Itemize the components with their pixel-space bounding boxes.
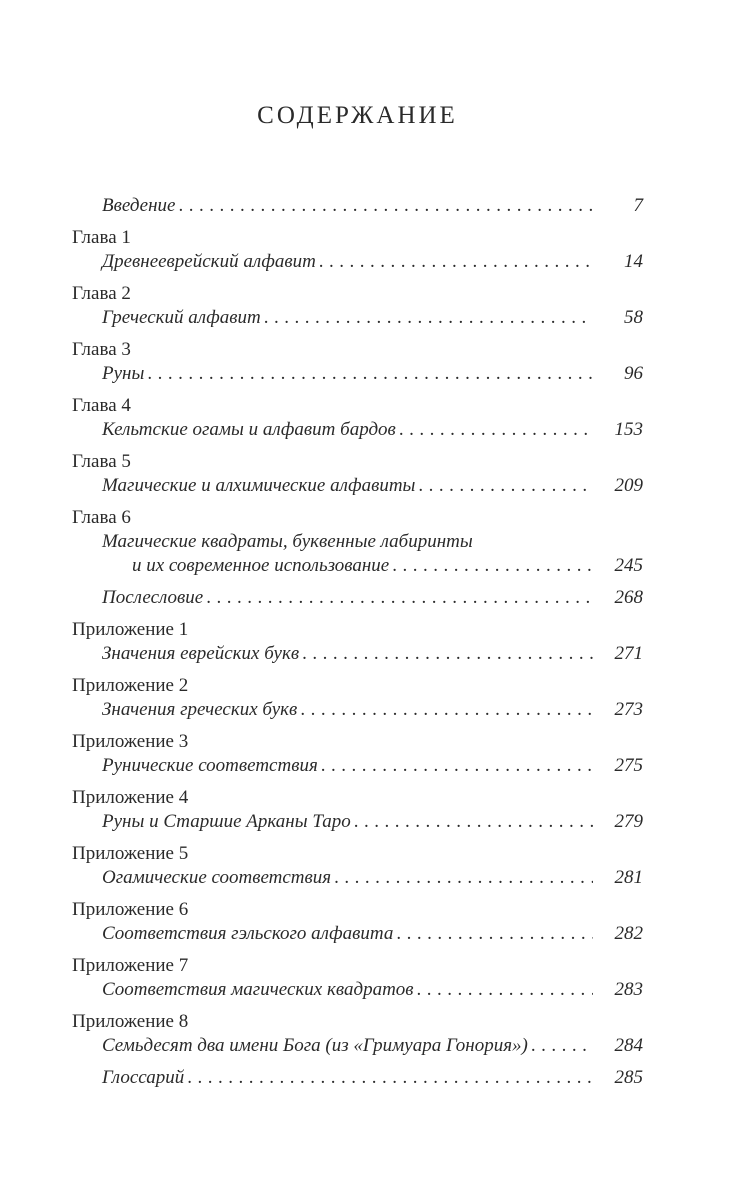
chapter-heading: Глава 6 bbox=[72, 507, 131, 528]
entry-title: Древнееврейский алфавит bbox=[102, 251, 316, 272]
toc-entry bbox=[72, 618, 643, 666]
entry-title: Значения еврейских букв bbox=[102, 643, 300, 664]
dot-leader bbox=[418, 474, 593, 498]
dot-leader bbox=[178, 194, 593, 218]
dot-leader bbox=[206, 586, 593, 610]
toc-entry bbox=[72, 842, 643, 890]
dot-leader bbox=[302, 642, 593, 666]
page-number: 7 bbox=[633, 195, 643, 216]
dot-leader bbox=[531, 1034, 593, 1058]
entry-title-line1: Магические квадраты, буквенные лабиринты bbox=[102, 531, 473, 552]
chapter-heading: Глава 2 bbox=[72, 283, 131, 304]
dot-leader bbox=[321, 754, 593, 778]
toc-row bbox=[72, 194, 643, 218]
entry-title: Глоссарий bbox=[102, 1067, 185, 1088]
page-number: 281 bbox=[614, 867, 643, 888]
dot-leader bbox=[147, 362, 593, 386]
toc-entry bbox=[72, 338, 643, 386]
entry-title: Магические и алхимические алфавиты bbox=[102, 475, 416, 496]
page-number: 209 bbox=[614, 475, 643, 496]
page-number: 285 bbox=[614, 1067, 643, 1088]
dot-leader bbox=[396, 922, 593, 946]
chapter-heading: Приложение 6 bbox=[72, 899, 189, 920]
chapter-heading: Приложение 1 bbox=[72, 619, 189, 640]
toc-row bbox=[72, 418, 643, 442]
chapter-heading: Глава 3 bbox=[72, 339, 131, 360]
toc-entry bbox=[72, 1066, 643, 1090]
page-number: 279 bbox=[614, 811, 643, 832]
toc-entry bbox=[72, 954, 643, 1002]
chapter-heading: Глава 4 bbox=[72, 395, 131, 416]
toc-row bbox=[72, 922, 643, 946]
page-number: 268 bbox=[614, 587, 643, 608]
toc-row bbox=[72, 250, 643, 274]
dot-leader bbox=[334, 866, 593, 890]
entry-title: Соответствия магических квадратов bbox=[102, 979, 414, 1000]
toc-row bbox=[72, 810, 643, 834]
toc-row bbox=[72, 362, 643, 386]
entry-title: Огамические соответствия bbox=[102, 867, 332, 888]
entry-title: Руны и Старшие Арканы Таро bbox=[102, 811, 351, 832]
chapter-heading: Приложение 7 bbox=[72, 955, 189, 976]
toc-entry bbox=[72, 586, 643, 610]
page-number: 282 bbox=[614, 923, 643, 944]
toc-entry bbox=[72, 194, 643, 218]
page-number: 153 bbox=[614, 419, 643, 440]
page-number: 58 bbox=[624, 307, 643, 328]
toc-entry bbox=[72, 786, 643, 834]
entry-title: Рунические соответствия bbox=[102, 755, 318, 776]
page-number: 96 bbox=[624, 363, 643, 384]
toc-row bbox=[72, 586, 643, 610]
toc-row bbox=[72, 754, 643, 778]
dot-leader bbox=[399, 418, 593, 442]
entry-title: Кельтские огамы и алфавит бардов bbox=[102, 419, 396, 440]
page-number: 271 bbox=[614, 643, 643, 664]
entry-title: Руны bbox=[102, 363, 145, 384]
toc-entry bbox=[72, 450, 643, 498]
toc-row bbox=[72, 866, 643, 890]
page-number: 245 bbox=[614, 555, 643, 576]
toc-entry bbox=[72, 506, 643, 578]
toc-row bbox=[72, 474, 643, 498]
page-number: 283 bbox=[614, 979, 643, 1000]
chapter-heading: Глава 1 bbox=[72, 227, 131, 248]
page-number: 273 bbox=[614, 699, 643, 720]
dot-leader bbox=[417, 978, 593, 1002]
toc-row bbox=[72, 554, 643, 578]
entry-title: Соответствия гэльского алфавита bbox=[102, 923, 394, 944]
toc-entry bbox=[72, 226, 643, 274]
dot-leader bbox=[300, 698, 593, 722]
toc-row bbox=[72, 978, 643, 1002]
entry-title: Семьдесят два имени Бога (из «Гримуара Гонория») bbox=[102, 1035, 528, 1056]
page-number: 275 bbox=[614, 755, 643, 776]
dot-leader bbox=[187, 1066, 593, 1090]
page-number: 284 bbox=[614, 1035, 643, 1056]
chapter-heading: Приложение 5 bbox=[72, 843, 189, 864]
entry-title: Значения греческих букв bbox=[102, 699, 298, 720]
entry-title-line2: и их современное использование bbox=[132, 555, 390, 576]
toc-entry bbox=[72, 394, 643, 442]
chapter-heading: Приложение 3 bbox=[72, 731, 189, 752]
entry-title: Послесловие bbox=[102, 587, 204, 608]
toc-row bbox=[72, 1034, 643, 1058]
toc-entry bbox=[72, 674, 643, 722]
chapter-heading: Приложение 4 bbox=[72, 787, 189, 808]
toc-entry bbox=[72, 1010, 643, 1058]
toc-row bbox=[72, 642, 643, 666]
toc-entry bbox=[72, 898, 643, 946]
dot-leader bbox=[354, 810, 593, 834]
dot-leader bbox=[319, 250, 593, 274]
page-number: 14 bbox=[624, 251, 643, 272]
dot-leader bbox=[392, 554, 593, 578]
entry-title: Греческий алфавит bbox=[102, 307, 261, 328]
toc-row bbox=[72, 698, 643, 722]
chapter-heading: Приложение 2 bbox=[72, 675, 189, 696]
chapter-heading: Приложение 8 bbox=[72, 1011, 189, 1032]
chapter-heading: Глава 5 bbox=[72, 451, 131, 472]
toc-row bbox=[72, 306, 643, 330]
dot-leader bbox=[264, 306, 593, 330]
entry-title: Введение bbox=[102, 195, 176, 216]
page-title: СОДЕРЖАНИЕ bbox=[257, 102, 458, 129]
toc-entry bbox=[72, 730, 643, 778]
toc-row bbox=[72, 1066, 643, 1090]
toc-entry bbox=[72, 282, 643, 330]
